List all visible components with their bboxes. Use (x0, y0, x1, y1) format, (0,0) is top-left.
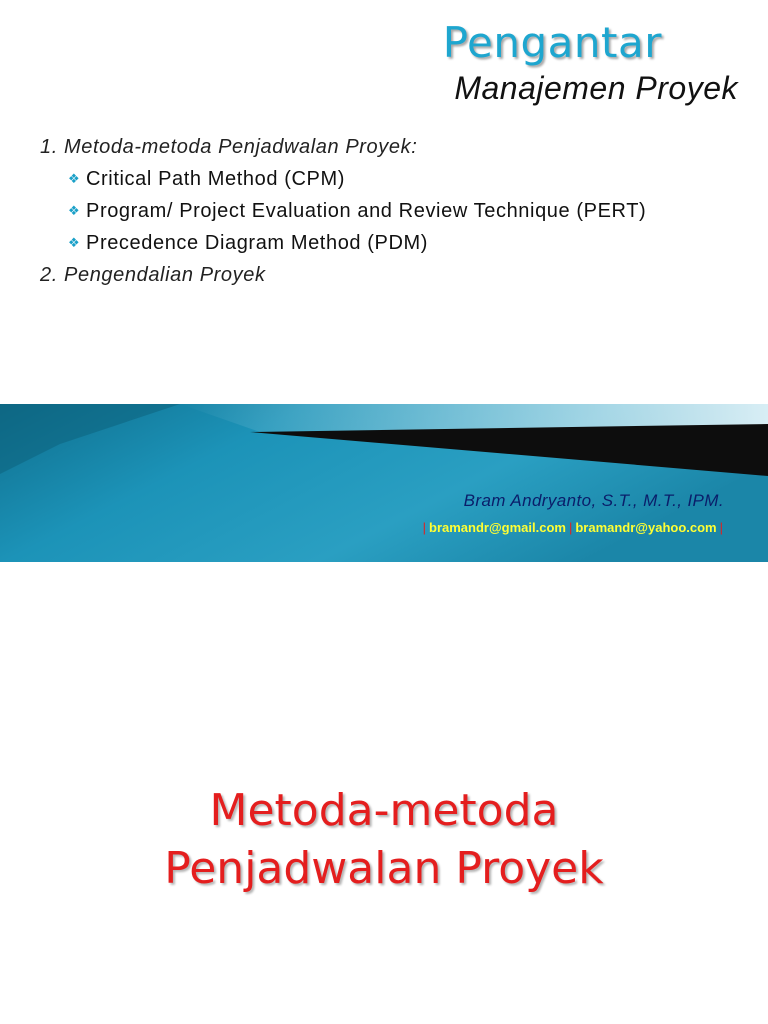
slide-2 (0, 562, 768, 1024)
contact-emails (420, 520, 726, 535)
separator: | (568, 520, 573, 535)
author-name: Bram Andryanto, S.T., M.T., IPM. (463, 491, 724, 510)
email-link[interactable]: bramandr@gmail.com (429, 520, 566, 535)
list-item: ❖ Critical Path Method (CPM) (40, 164, 646, 196)
slide-subtitle: Manajemen Proyek (454, 70, 738, 106)
separator: | (422, 520, 427, 535)
diamond-bullet-icon: ❖ (68, 171, 81, 186)
list-item: ❖ Precedence Diagram Method (PDM) (40, 228, 646, 260)
section-title (0, 782, 768, 898)
content-list (40, 132, 646, 292)
slide-title: Pengantar (442, 18, 662, 67)
email-link[interactable]: bramandr@yahoo.com (575, 520, 717, 535)
section-title-line: Penjadwalan Proyek (164, 843, 604, 894)
section-title-line: Metoda-metoda (209, 785, 559, 836)
separator: | (719, 520, 723, 535)
decorative-band (0, 404, 768, 562)
diamond-bullet-icon: ❖ (68, 235, 81, 250)
list-item: 1. Metoda-metoda Penjadwalan Proyek: (40, 136, 418, 158)
list-item: 2. Pengendalian Proyek (40, 264, 266, 286)
list-item: ❖ Program/ Project Evaluation and Review Technique (PERT) (40, 196, 646, 228)
diamond-bullet-icon: ❖ (68, 203, 81, 218)
